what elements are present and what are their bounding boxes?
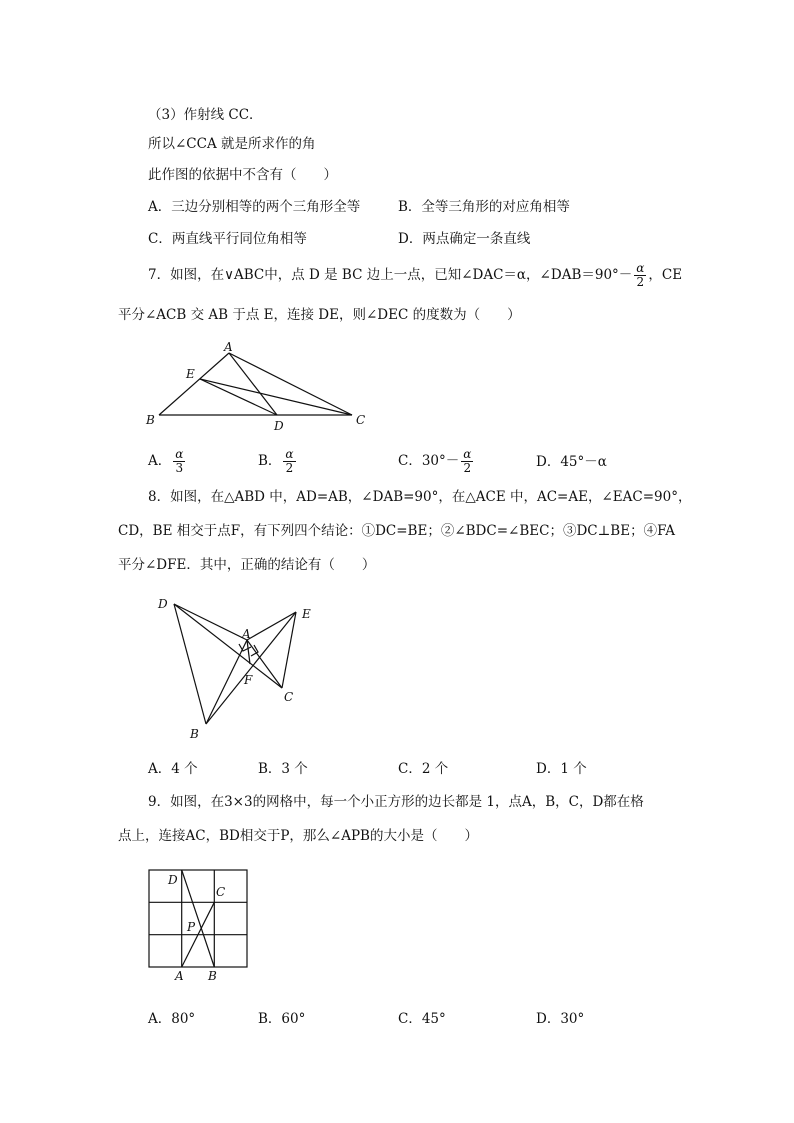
q8-label-b: B <box>190 727 199 741</box>
q7-label-d: D <box>274 419 284 433</box>
q7-option-c-frac <box>461 448 473 475</box>
q9-line2: 点上，连接AC，BD相交于P，那么∠APB的大小是（ ） <box>118 828 478 844</box>
q9-line1: 9．如图，在3×3的网格中，每一个小正方形的边长都是 1，点A，B，C，D都在格 <box>148 794 644 810</box>
q8-line2: CD，BE 相交于点F，有下列四个结论：①DC=BE；②∠BDC=∠BEC；③DC⊥BE；④FA <box>118 523 676 539</box>
q7-option-b-num: α <box>285 447 294 461</box>
q7-triangle: ∨ABC <box>224 267 265 283</box>
q8-label-f: F <box>244 673 253 687</box>
q7-option-c-prefix: C．30°－ <box>398 453 460 469</box>
q9-label-b: B <box>208 969 217 983</box>
q9-option-b: B．60° <box>258 1011 306 1027</box>
q7-suffix: ，CE <box>648 267 683 283</box>
q8-option-b: B．3 个 <box>258 761 308 777</box>
q6-option-d: D．两点确定一条直线 <box>398 231 531 247</box>
q8-line1: 8．如图，在△ABD 中，AD=AB，∠DAB=90°，在△ACE 中，AC=AE，∠EAC=90°， <box>148 489 692 505</box>
q7-option-c-num: α <box>463 447 472 461</box>
q7-prefix: 7．如图，在 <box>148 267 225 283</box>
q7-mid: 中，点 D 是 BC 边上一点，已知∠DAC＝α，∠DAB＝90°－ <box>264 267 633 283</box>
q9-label-c: C <box>216 885 226 899</box>
q6-option-c: C．两直线平行同位角相等 <box>148 231 307 247</box>
q6-stem: 此作图的依据中不含有（ ） <box>148 167 337 183</box>
q9-option-a: A．80° <box>148 1011 196 1027</box>
q9-figure <box>140 860 290 990</box>
q7-option-a-num: α <box>175 447 184 461</box>
q7-option-b-prefix: B． <box>258 453 282 469</box>
q7-option-a-den: 3 <box>175 461 184 475</box>
q6-step3: （3）作射线 CC． <box>148 107 263 123</box>
q9-option-c: C．45° <box>398 1011 446 1027</box>
q7-figure <box>140 338 400 438</box>
q7-line2: 平分∠ACB 交 AB 于点 E，连接 DE，则∠DEC 的度数为（ ） <box>118 307 521 323</box>
q8-label-e: E <box>302 607 311 621</box>
q7-label-c: C <box>356 413 366 427</box>
q8-option-d: D．1 个 <box>536 761 587 777</box>
q8-figure <box>150 592 350 742</box>
q7-option-c-den: 2 <box>463 461 472 475</box>
q8-label-a: A <box>242 627 251 641</box>
q7-option-a-prefix: A． <box>148 453 172 469</box>
q7-option-a-frac <box>173 448 185 475</box>
q8-option-c: C．2 个 <box>398 761 449 777</box>
q6-option-a: A．三边分别相等的两个三角形全等 <box>148 199 361 215</box>
q7-line1 <box>148 262 682 289</box>
q7-option-b-frac <box>283 448 295 475</box>
q9-label-a: A <box>175 969 184 983</box>
q7-option-a <box>148 448 187 475</box>
q6-conclusion: 所以∠CCA 就是所求作的角 <box>148 136 316 152</box>
q9-option-d: D．30° <box>536 1011 585 1027</box>
q7-option-c <box>398 448 475 475</box>
q6-option-b: B．全等三角形的对应角相等 <box>398 199 570 215</box>
q7-fraction <box>634 262 646 289</box>
q8-option-a: A．4 个 <box>148 761 198 777</box>
q7-option-b <box>258 448 298 475</box>
q8-label-d: D <box>158 597 168 611</box>
q9-label-p: P <box>187 920 196 934</box>
q7-frac-num: α <box>636 261 645 275</box>
q7-label-b: B <box>146 413 155 427</box>
q7-option-b-den: 2 <box>285 461 294 475</box>
q7-label-a: A <box>224 340 233 354</box>
q8-line3: 平分∠DFE．其中，正确的结论有（ ） <box>118 557 376 573</box>
q7-frac-den: 2 <box>636 275 645 289</box>
q9-label-d: D <box>168 873 178 887</box>
q7-option-d: D．45°－α <box>536 454 607 470</box>
q7-label-e: E <box>186 367 195 381</box>
q8-label-c: C <box>284 690 294 704</box>
